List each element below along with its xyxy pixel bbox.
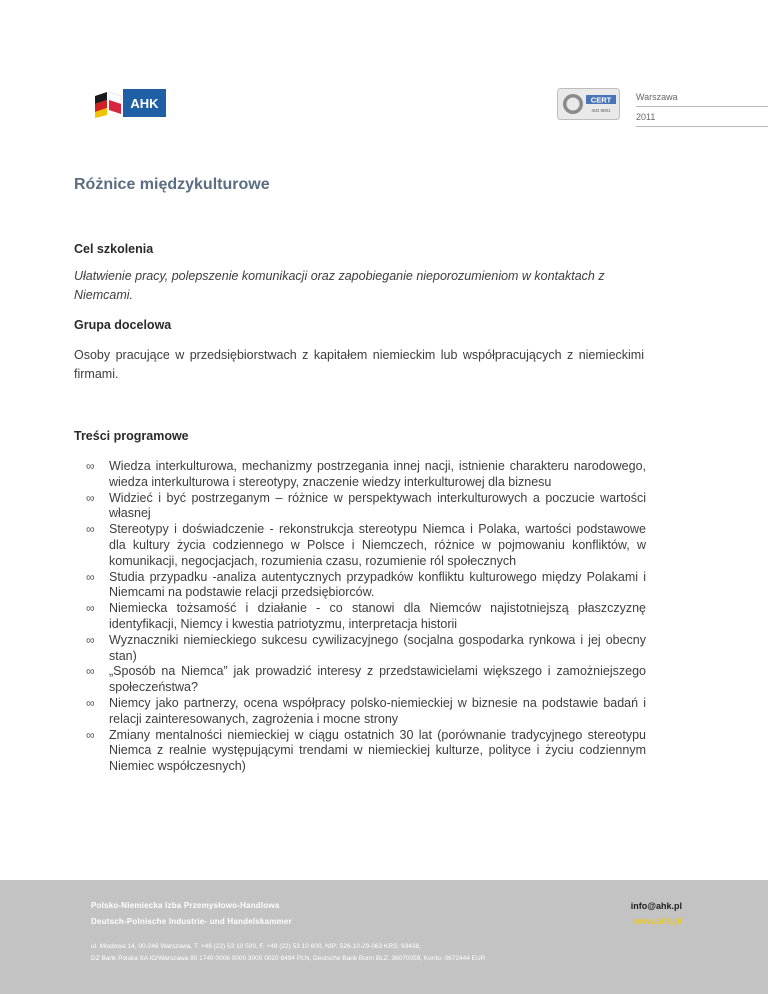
- list-item: [86, 696, 646, 728]
- bullet-icon: ∞: [86, 664, 95, 679]
- cert-text: CERT: [590, 95, 612, 105]
- bullet-icon: ∞: [86, 601, 95, 616]
- org-name-de: Deutsch-Polnische Industrie- und Handelskammer: [91, 917, 292, 926]
- email-link[interactable]: info@ahk.pl: [630, 901, 682, 911]
- audience-text: Osoby pracujące w przedsiębiorstwach z kapitałem niemieckim lub współpracujących z niemieckimi firmami.: [74, 348, 644, 381]
- website-link[interactable]: www.ahk.pl: [632, 916, 682, 926]
- list-item-text: Zmiany mentalności niemieckiej w ciągu ostatnich 30 lat (porównanie tradycyjnego stereotypu Niemca z realnie występującymi trendami w niemieckiej kulturze, polityce i życiu codziennym Niemiec współczesnych): [109, 727, 646, 774]
- list-item-text: Stereotypy i doświadczenie - rekonstrukcja stereotypu Niemca i Polaka, wartości podstawowe dla kultury życia codziennego w Polsce i Niemczech, różnice w pojmowaniu konfliktów, w komunikacji, negocjacjach, rozumienia czasu, rozumienie ról społecznych: [109, 522, 646, 568]
- page-footer: [0, 880, 768, 994]
- ahk-logo: [93, 88, 166, 118]
- list-item: [86, 491, 646, 523]
- list-item-text: „Sposób na Niemca” jak prowadzić interesy z przedstawicielami większego i zamożniejszego społeczeństwa?: [109, 664, 646, 695]
- footer-address: ul. Miodowa 14, 00-246 Warszawa, T. +48 (22) 53 10 500, F. +48 (22) 53 10 600, NIP: 526-10-29-063 KRS: 93438,: [91, 943, 421, 950]
- document-title: Różnice międzykulturowe: [74, 176, 270, 193]
- footer-bank: DZ Bank Polska SA IO/Warszawa 80 1740 0006 0000 3000 0020 8494 PLN, Deutsche Bank Bonn BLZ: 38070059, Konto: 0672444 EUR: [91, 955, 486, 962]
- ahk-logo-text: AHK: [130, 96, 159, 111]
- list-item: [86, 664, 646, 696]
- goal-text: Ułatwienie pracy, polepszenie komunikacji oraz zapobieganie nieporozumieniom w kontaktach z Niemcami.: [74, 269, 605, 302]
- list-item-text: Niemiecka tożsamość i działanie - co stanowi dla Niemców najistotniejszą płaszczyznę identyfikacji, Niemcy i kwestia patriotyzmu, interpretacja historii: [109, 601, 646, 631]
- goal-heading: Cel szkolenia: [74, 242, 154, 256]
- cert-badge: [557, 88, 620, 120]
- city-label: Warszawa: [636, 92, 768, 107]
- bullet-icon: ∞: [86, 632, 95, 647]
- audience-heading: Grupa docelowa: [74, 318, 172, 332]
- content-heading: Treści programowe: [74, 429, 189, 443]
- list-item: [86, 459, 646, 491]
- list-item: [86, 570, 646, 602]
- list-item: [86, 728, 646, 775]
- list-item: [86, 601, 646, 633]
- list-item-text: Wyznaczniki niemieckiego sukcesu cywilizacyjnego (socjalna gospodarka rynkowa i jej obecny stan): [109, 632, 646, 663]
- cert-subtext: ISO 9001: [591, 108, 611, 113]
- list-item-text: Studia przypadku -analiza autentycznych przypadków konfliktu kulturowego między Polakami i Niemcami na podstawie relacji przedsiębiorców.: [109, 569, 646, 600]
- bullet-icon: ∞: [86, 522, 95, 537]
- list-item-text: Widzieć i być postrzeganym – różnice w perspektywach interkulturowych a poczucie wartości własnej: [109, 490, 646, 521]
- bullet-icon: ∞: [86, 695, 95, 710]
- program-list: [86, 459, 646, 775]
- bullet-icon: ∞: [86, 727, 95, 742]
- bullet-icon: ∞: [86, 459, 95, 473]
- bullet-icon: ∞: [86, 490, 95, 505]
- list-item: [86, 522, 646, 569]
- org-name-pl: Polsko-Niemiecka Izba Przemysłowo-Handlowa: [91, 901, 280, 910]
- list-item: [86, 633, 646, 665]
- header-meta: [636, 92, 768, 127]
- list-item-text: Niemcy jako partnerzy, ocena współpracy polsko-niemieckiej w biznesie na podstawie badań i relacji zainteresowanych, zagrożenia i mocne strony: [109, 695, 646, 726]
- bullet-icon: ∞: [86, 569, 95, 584]
- list-item-text: Wiedza interkulturowa, mechanizmy postrzegania innej nacji, istnienie charakteru narodowego, wiedza interkulturowa i stereotypy, znaczenie wiedzy interkulturowej dla biznesu: [109, 459, 646, 489]
- year-label: 2011: [636, 107, 768, 127]
